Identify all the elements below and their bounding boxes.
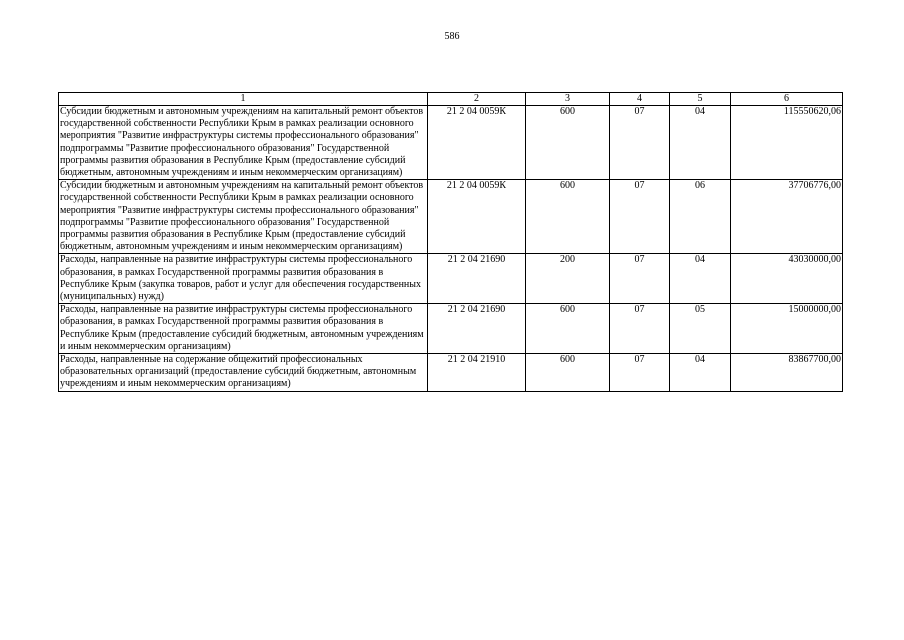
row-code: 21 2 04 0059К (428, 106, 526, 180)
column-header: 3 (526, 93, 610, 106)
column-header: 5 (670, 93, 731, 106)
table-row (59, 180, 843, 254)
row-subsection: 04 (670, 354, 731, 392)
column-header: 1 (59, 93, 428, 106)
row-section: 07 (610, 106, 670, 180)
row-section: 07 (610, 180, 670, 254)
table-row (59, 254, 843, 304)
table-row (59, 354, 843, 392)
row-type: 600 (526, 106, 610, 180)
row-description: Расходы, направленные на содержание общежитий профессиональных образовательных организаций (предоставление субсидий бюджетным, автономным учреждениям и иным некоммерческим организациям) (59, 354, 428, 392)
row-type: 600 (526, 304, 610, 354)
row-section: 07 (610, 354, 670, 392)
row-description: Расходы, направленные на развитие инфраструктуры системы профессионального образования, в рамках Государственной программы развития образования в Республике Крым (закупка товаров, работ и услуг для обеспечения государственных (муниципальных) нужд) (59, 254, 428, 304)
row-amount: 83867700,00 (731, 354, 843, 392)
table-header-row (59, 93, 843, 106)
row-type: 200 (526, 254, 610, 304)
row-type: 600 (526, 180, 610, 254)
row-subsection: 05 (670, 304, 731, 354)
row-description: Расходы, направленные на развитие инфраструктуры системы профессионального образования, в рамках Государственной программы развития образования в Республике Крым (предоставление субсидий бюджетным, автономным учреждениям и иным некоммерческим организациям) (59, 304, 428, 354)
column-header: 6 (731, 93, 843, 106)
row-code: 21 2 04 21690 (428, 304, 526, 354)
row-amount: 37706776,00 (731, 180, 843, 254)
row-subsection: 04 (670, 254, 731, 304)
row-code: 21 2 04 21910 (428, 354, 526, 392)
row-code: 21 2 04 0059К (428, 180, 526, 254)
row-subsection: 06 (670, 180, 731, 254)
row-amount: 15000000,00 (731, 304, 843, 354)
row-description: Субсидии бюджетным и автономным учреждениям на капитальный ремонт объектов государственной собственности Республики Крым в рамках реализации основного мероприятия "Развитие инфраструктуры системы профессионального образования" подпрограммы "Развитие профессионального образования" Государственной программы развития образования в Республике Крым (предоставление субсидий бюджетным, автономным учреждениям и иным некоммерческим организациям) (59, 106, 428, 180)
row-amount: 43030000,00 (731, 254, 843, 304)
row-amount: 115550620,06 (731, 106, 843, 180)
row-section: 07 (610, 254, 670, 304)
page-number: 586 (444, 31, 460, 42)
column-header: 2 (428, 93, 526, 106)
row-section: 07 (610, 304, 670, 354)
row-subsection: 04 (670, 106, 731, 180)
row-description: Субсидии бюджетным и автономным учреждениям на капитальный ремонт объектов государственной собственности Республики Крым в рамках реализации основного мероприятия "Развитие инфраструктуры системы профессионального образования" подпрограммы "Развитие профессионального образования" Государственной программы развития образования в Республике Крым (предоставление субсидий бюджетным, автономным учреждениям и иным некоммерческим организациям) (59, 180, 428, 254)
column-header: 4 (610, 93, 670, 106)
table-row (59, 304, 843, 354)
budget-table (58, 92, 843, 392)
table-row (59, 106, 843, 180)
row-code: 21 2 04 21690 (428, 254, 526, 304)
row-type: 600 (526, 354, 610, 392)
